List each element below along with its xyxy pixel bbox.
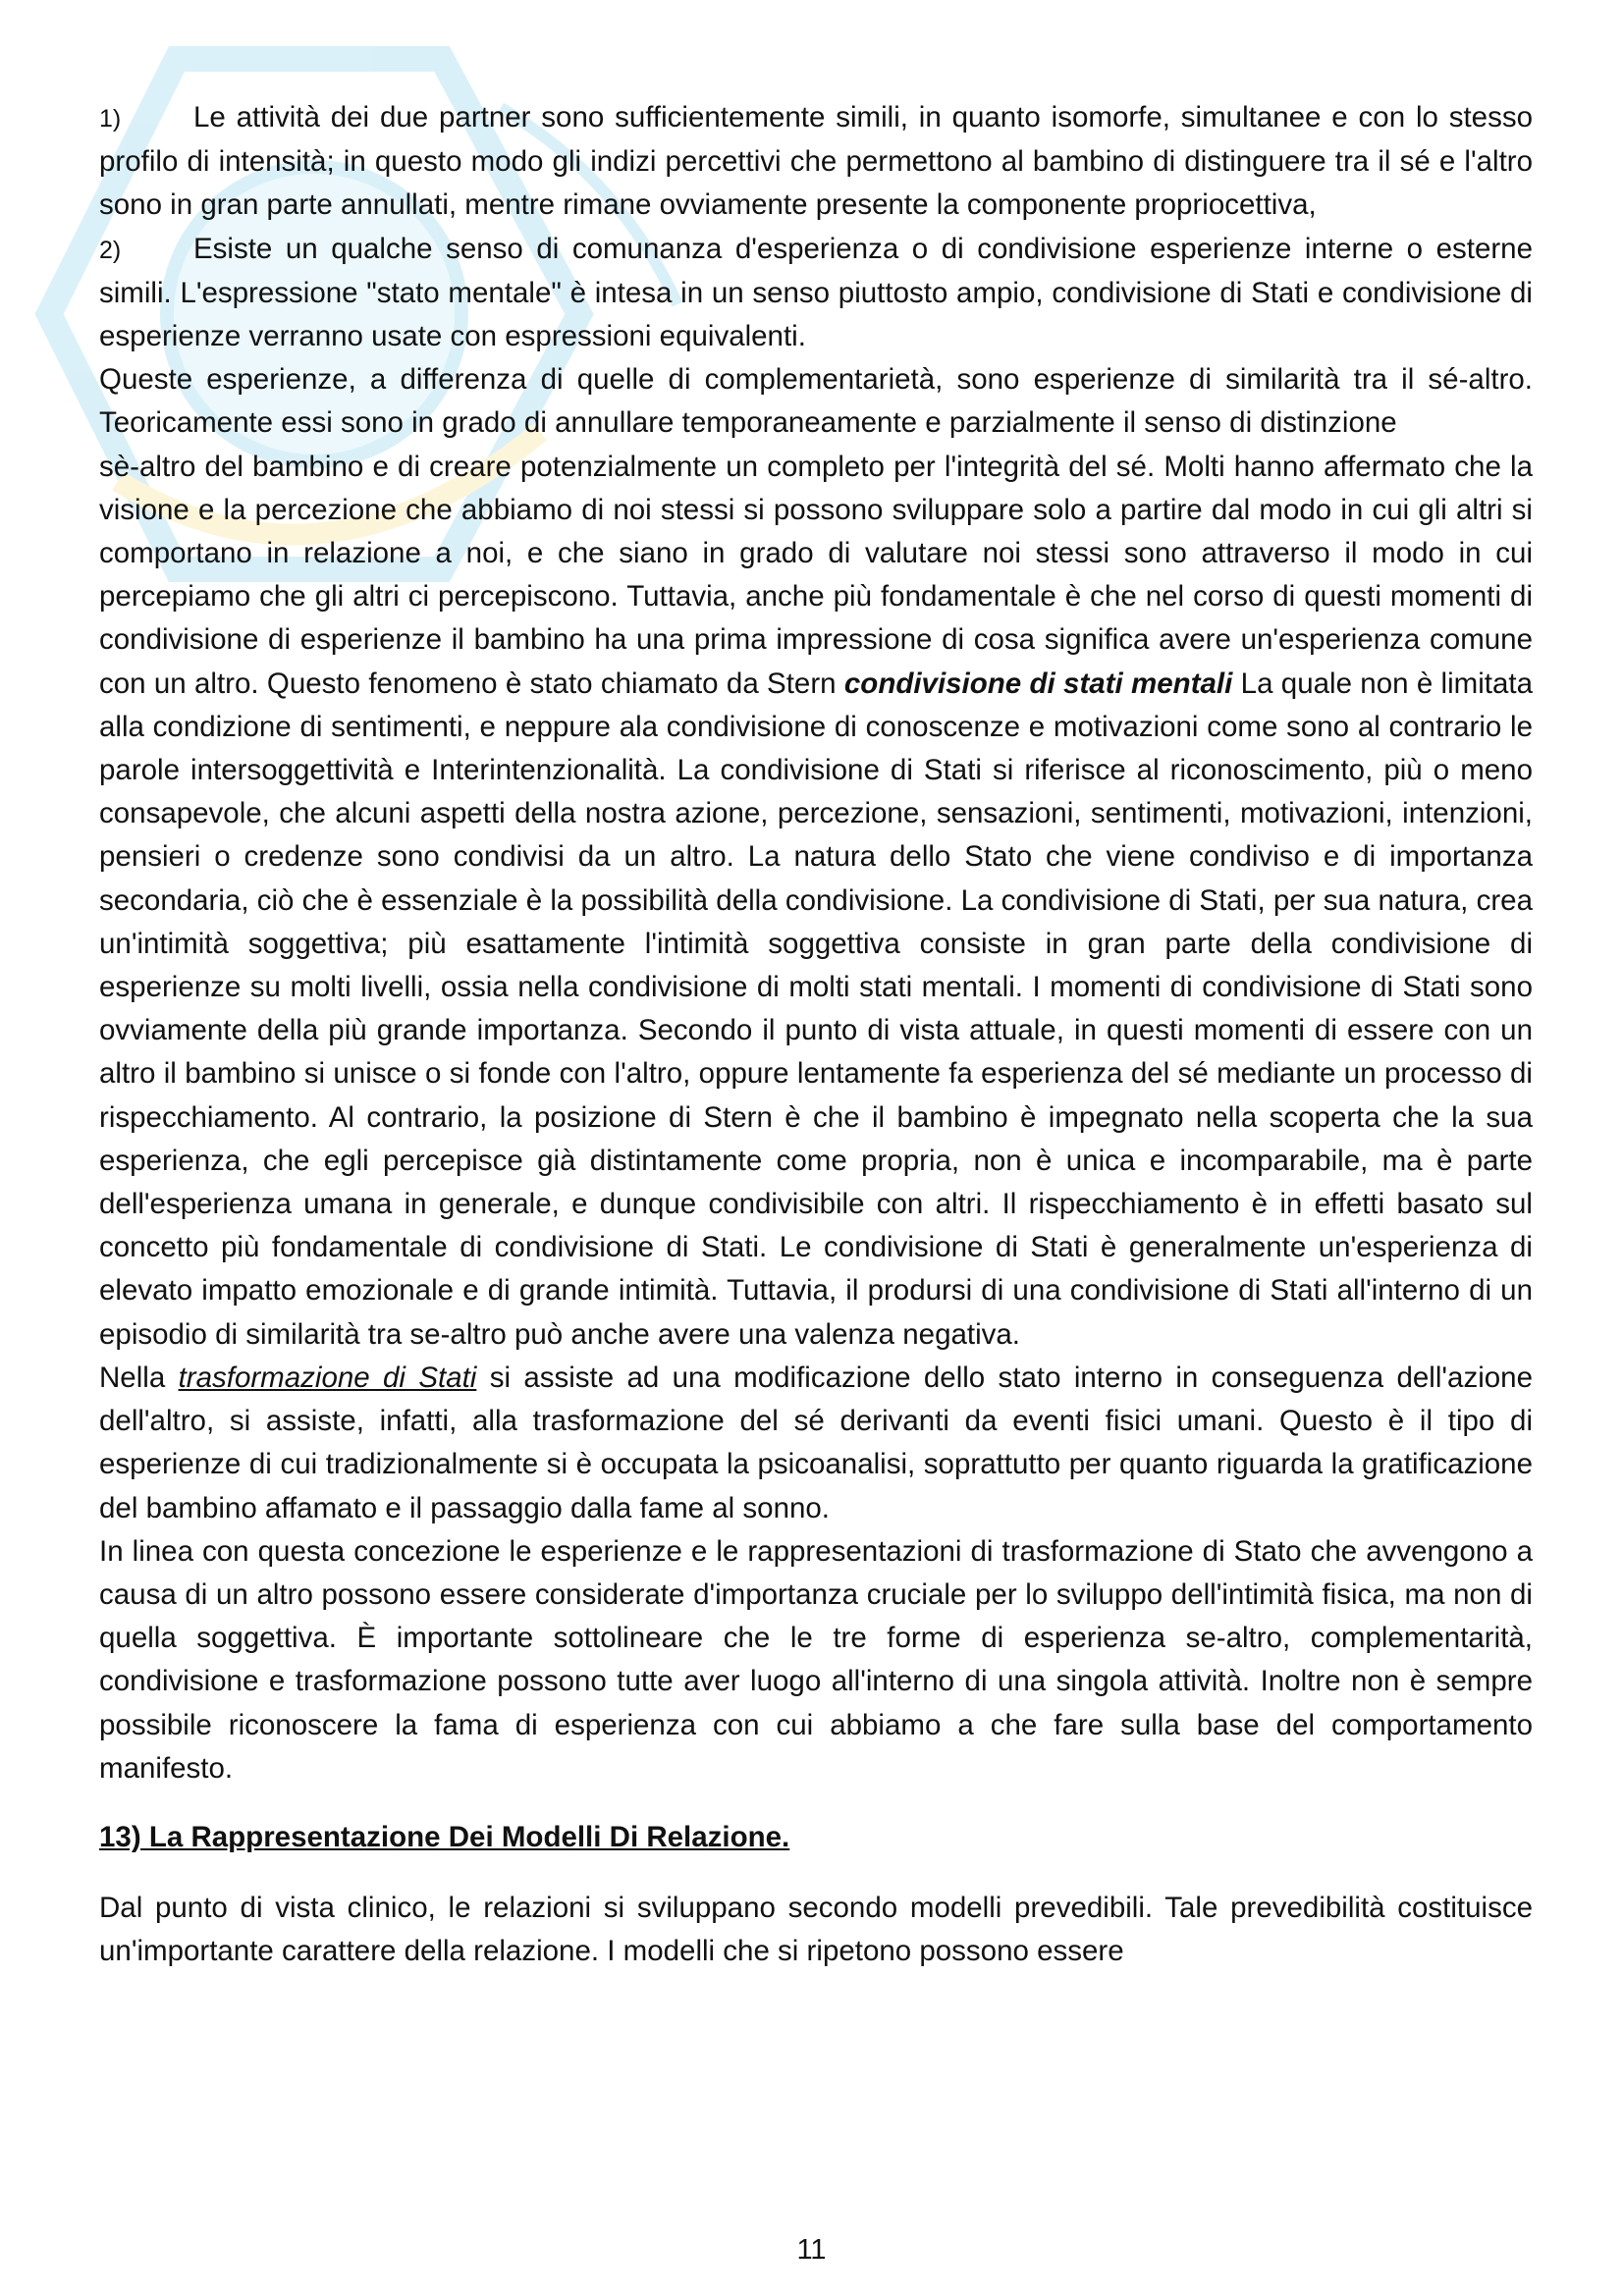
document-page <box>99 96 1533 1974</box>
paragraph-conclusion: In linea con questa concezione le esperienze e le rappresentazioni di trasformazione di Stato che avvengono a causa di un altro possono essere considerate d'importanza cruciale per lo sviluppo dell'intimità fisica, ma non di quella soggettiva. È importante sottolineare che le tre forme di esperienza se-altro, complementarità, condivisione e trasformazione possono tutte aver luogo all'interno di una singola attività. Inoltre non è sempre possibile riconoscere la fama di esperienza con cui abbiamo a che fare sulla base del comportamento manifesto. <box>99 1534 1533 1785</box>
paragraph-state-sharing <box>99 446 1533 1357</box>
item-marker-2: 2) <box>99 236 122 264</box>
paragraph-transformation-rest: si assiste ad una modificazione dello stato interno in conseguenza dell'azione dell'altro, si assiste, infatti, alla trasformazione del sé derivanti da eventi fisici umani. Questo è il tipo di esperienze di cui tradizionalmente si è occupata la psicoanalisi, soprattutto per quanto riguarda la gratificazione del bambino affamato e il passaggio dalla fame al sonno. <box>99 1361 1533 1524</box>
item-text-1: Le attività dei due partner sono sufficientemente simili, in quanto isomorfe, simultanee e con lo stesso profilo di intensità; in questo modo gli indizi percettivi che permettono al bambino di distinguere tra il sé e l'altro sono in gran parte annullati, mentre rimane ovviamente presente la componente propriocettiva, <box>99 101 1533 222</box>
paragraph-state-sharing-rest: La quale non è limitata alla condizione di sentimenti, e neppure ala condivisione di conoscenze e motivazioni come sono al contrario le parole intersoggettività e Interintenzionalità. La condivisione di Stati si riferisce al riconoscimento, più o meno consapevole, che alcuni aspetti della nostra azione, percezione, sensazioni, sentimenti, motivazioni, intenzioni, pensieri o credenze sono condivisi da un altro. La natura dello Stato che viene condiviso e di importanza secondaria, ciò che è essenziale è la possibilità della condivisione. La condivisione di Stati, per sua natura, crea un'intimità soggettiva; più esattamente l'intimità soggettiva consiste in gran parte della condivisione di esperienze su molti livelli, ossia nella condivisione di molti stati mentali. I momenti di condivisione di Stati sono ovviamente della più grande importanza. Secondo il punto di vista attuale, in questi momenti di essere con un altro il bambino si unisce o si fonde con l'altro, oppure lentamente fa esperienza del sé mediante un processo di rispecchiamento. Al contrario, la posizione di Stern è che il bambino è impegnato nella scoperta che la sua esperienza, che egli percepisce già distintamente come propria, non è unica e incomparabile, ma è parte dell'esperienza umana in generale, e dunque condivisibile con altri. Il rispecchiamento è in effetti basato sul concetto più fondamentale di condivisione di Stati. Le condivisione di Stati è generalmente un'esperienza di elevato impatto emozionale e di grande intimità. Tuttavia, il prodursi di una condivisione di Stati all'interno di un episodio di similarità tra se-altro può anche avere una valenza negativa. <box>99 667 1533 1351</box>
item-marker-1: 1) <box>99 105 122 133</box>
emphasis-condivisione-stati: condivisione di stati mentali <box>843 667 1233 700</box>
page-number: 11 <box>796 2234 827 2266</box>
item-text-2: Esiste un qualche senso di comunanza d'esperienza o di condivisione esperienze interne o esterne simili. L'espressione "stato mentale" è intesa in un senso piuttosto ampio, condivisione di Stati e condivisione di esperienze verranno usate con espressioni equivalenti. <box>99 232 1533 353</box>
section-heading: 13) La Rappresentazione Dei Modelli Di Relazione. <box>99 1820 790 1853</box>
numbered-item-2 <box>99 228 1533 359</box>
paragraph-state-sharing-lead: sè-altro del bambino e di creare potenzialmente un completo per l'integrità del sé. Molti hanno affermato che la visione e la percezione che abbiamo di noi stessi si possono sviluppare solo a partire dal modo in cui gli altri si comportano in relazione a noi, e che siano in grado di valutare noi stessi sono attraverso il modo in cui percepiamo che gli altri ci percepiscono. Tuttavia, anche più fondamentale è che nel corso di questi momenti di condivisione di esperienze il bambino ha una prima impressione di cosa significa avere un'esperienza comune con un altro. Questo fenomeno è stato chiamato da Stern <box>99 450 1533 700</box>
paragraph-clinical: Dal punto di vista clinico, le relazioni si sviluppano secondo modelli prevedibili. Tale prevedibilità costituisce un'importante carattere della relazione. I modelli che si ripetono possono essere <box>99 1892 1533 1968</box>
emphasis-trasformazione-stati: trasformazione di Stati <box>178 1361 477 1394</box>
paragraph-transformation-lead: Nella <box>99 1361 166 1394</box>
paragraph-transformation <box>99 1357 1533 1530</box>
paragraph-similarity: Queste esperienze, a differenza di quelle di complementarietà, sono esperienze di similarità tra il sé-altro. Teoricamente essi sono in grado di annullare temporaneamente e parzialmente il senso di distinzione <box>99 363 1533 440</box>
numbered-item-1 <box>99 96 1533 228</box>
